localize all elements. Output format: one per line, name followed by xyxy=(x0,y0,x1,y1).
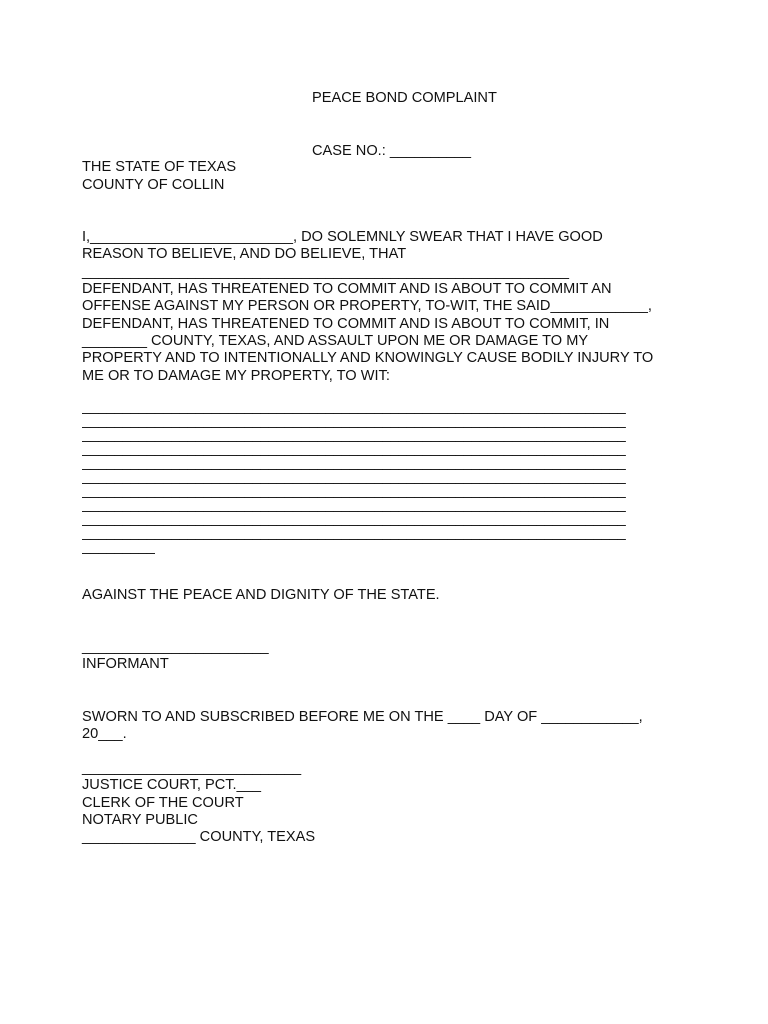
description-blank-line: ___________________________________________________________________ xyxy=(82,484,626,498)
complaint-line-1: I,_________________________, DO SOLEMNLY SWEAR THAT I HAVE GOOD xyxy=(82,229,603,245)
description-blank-line: ___________________________________________________________________ xyxy=(82,414,626,428)
document-title: PEACE BOND COMPLAINT xyxy=(312,90,497,106)
complaint-line-9: ME OR TO DAMAGE MY PROPERTY, TO WIT: xyxy=(82,368,390,384)
closing-statement: AGAINST THE PEACE AND DIGNITY OF THE STATE. xyxy=(82,587,440,603)
description-blank-line: ___________________________________________________________________ xyxy=(82,470,626,484)
complaint-line-3: ____________________________________________________________ xyxy=(82,264,569,280)
description-blank-line-last: _________ xyxy=(82,540,156,554)
complaint-line-6: DEFENDANT, HAS THREATENED TO COMMIT AND IS ABOUT TO COMMIT, IN xyxy=(82,316,610,332)
description-blank-line: ___________________________________________________________________ xyxy=(82,498,626,512)
state-heading: THE STATE OF TEXAS xyxy=(82,159,237,175)
notary-label: NOTARY PUBLIC xyxy=(82,812,198,828)
complaint-line-7: ________ COUNTY, TEXAS, AND ASSAULT UPON ME OR DAMAGE TO MY xyxy=(82,333,589,349)
description-blank-line: ___________________________________________________________________ xyxy=(82,400,626,414)
complaint-line-8: PROPERTY AND TO INTENTIONALLY AND KNOWINGLY CAUSE BODILY INJURY TO xyxy=(82,350,654,366)
sworn-line-2: 20___. xyxy=(82,726,127,742)
complaint-line-2: REASON TO BELIEVE, AND DO BELIEVE, THAT xyxy=(82,246,407,262)
complaint-line-4: DEFENDANT, HAS THREATENED TO COMMIT AND IS ABOUT TO COMMIT AN xyxy=(82,281,612,297)
description-blank-line: ___________________________________________________________________ xyxy=(82,456,626,470)
description-blank-line: ___________________________________________________________________ xyxy=(82,442,626,456)
sworn-line-1: SWORN TO AND SUBSCRIBED BEFORE ME ON THE ____ DAY OF ____________, xyxy=(82,709,643,725)
informant-signature-line: _______________________ xyxy=(82,639,269,655)
complaint-line-5: OFFENSE AGAINST MY PERSON OR PROPERTY, TO-WIT, THE SAID____________, xyxy=(82,298,652,314)
officer-signature-line: ___________________________ xyxy=(82,760,302,776)
case-number: CASE NO.: __________ xyxy=(312,143,472,159)
justice-court-label: JUSTICE COURT, PCT.___ xyxy=(82,777,261,793)
clerk-label: CLERK OF THE COURT xyxy=(82,795,244,811)
description-blank-line: ___________________________________________________________________ xyxy=(82,428,626,442)
county-texas-label: ______________ COUNTY, TEXAS xyxy=(82,829,316,845)
informant-label: INFORMANT xyxy=(82,656,169,672)
county-heading: COUNTY OF COLLIN xyxy=(82,177,225,193)
description-blank-line: ___________________________________________________________________ xyxy=(82,526,626,540)
description-blank-line: ___________________________________________________________________ xyxy=(82,512,626,526)
